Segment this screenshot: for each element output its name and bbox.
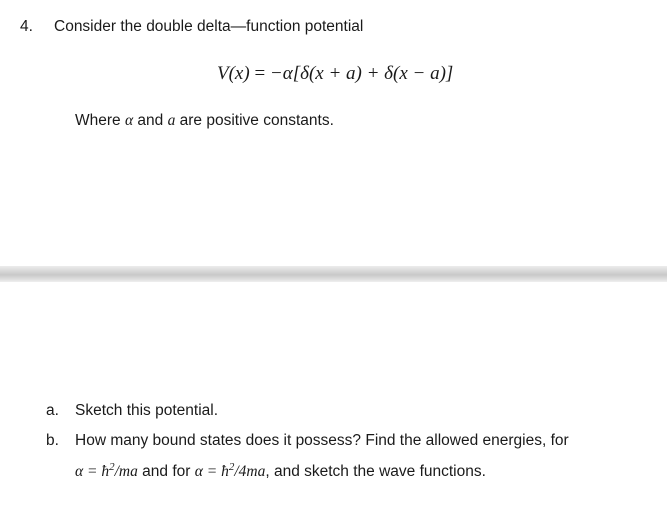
problem-number: 4. xyxy=(20,18,33,35)
where-line xyxy=(75,111,334,131)
superscript-1: 2 xyxy=(109,460,115,473)
part-b-line2 xyxy=(75,462,486,482)
problem-intro: Consider the double delta—function potential xyxy=(54,18,364,35)
equation-delta-sum: [δ(x + a) + δ(x − a)] xyxy=(292,63,454,84)
potential-equation xyxy=(217,62,453,86)
alpha-expr-1: α = ħ xyxy=(75,463,110,480)
where-prefix: Where xyxy=(75,112,125,129)
where-a: a xyxy=(167,112,176,129)
part-a-text: Sketch this potential. xyxy=(75,402,219,419)
part-a-label: a. xyxy=(46,402,59,419)
alpha-expr-2: α = ħ xyxy=(194,463,229,480)
superscript-2: 2 xyxy=(228,460,235,473)
where-alpha: α xyxy=(124,112,134,129)
divisor-2: /4ma xyxy=(234,463,266,480)
part-b-line1: How many bound states does it possess? Find the allowed energies, for xyxy=(75,432,569,449)
sketch-wave-text: , and sketch the wave functions. xyxy=(265,463,486,480)
where-suffix: are positive constants. xyxy=(175,112,334,129)
and-for-text: and for xyxy=(137,463,195,480)
page-divider xyxy=(0,266,667,282)
part-b-label: b. xyxy=(46,432,59,449)
divisor-1: /ma xyxy=(114,463,138,480)
equation-equals: = xyxy=(254,63,266,84)
equation-minus-alpha: −α xyxy=(269,63,293,84)
equation-lhs: V(x) xyxy=(217,63,250,84)
where-and: and xyxy=(133,112,168,129)
